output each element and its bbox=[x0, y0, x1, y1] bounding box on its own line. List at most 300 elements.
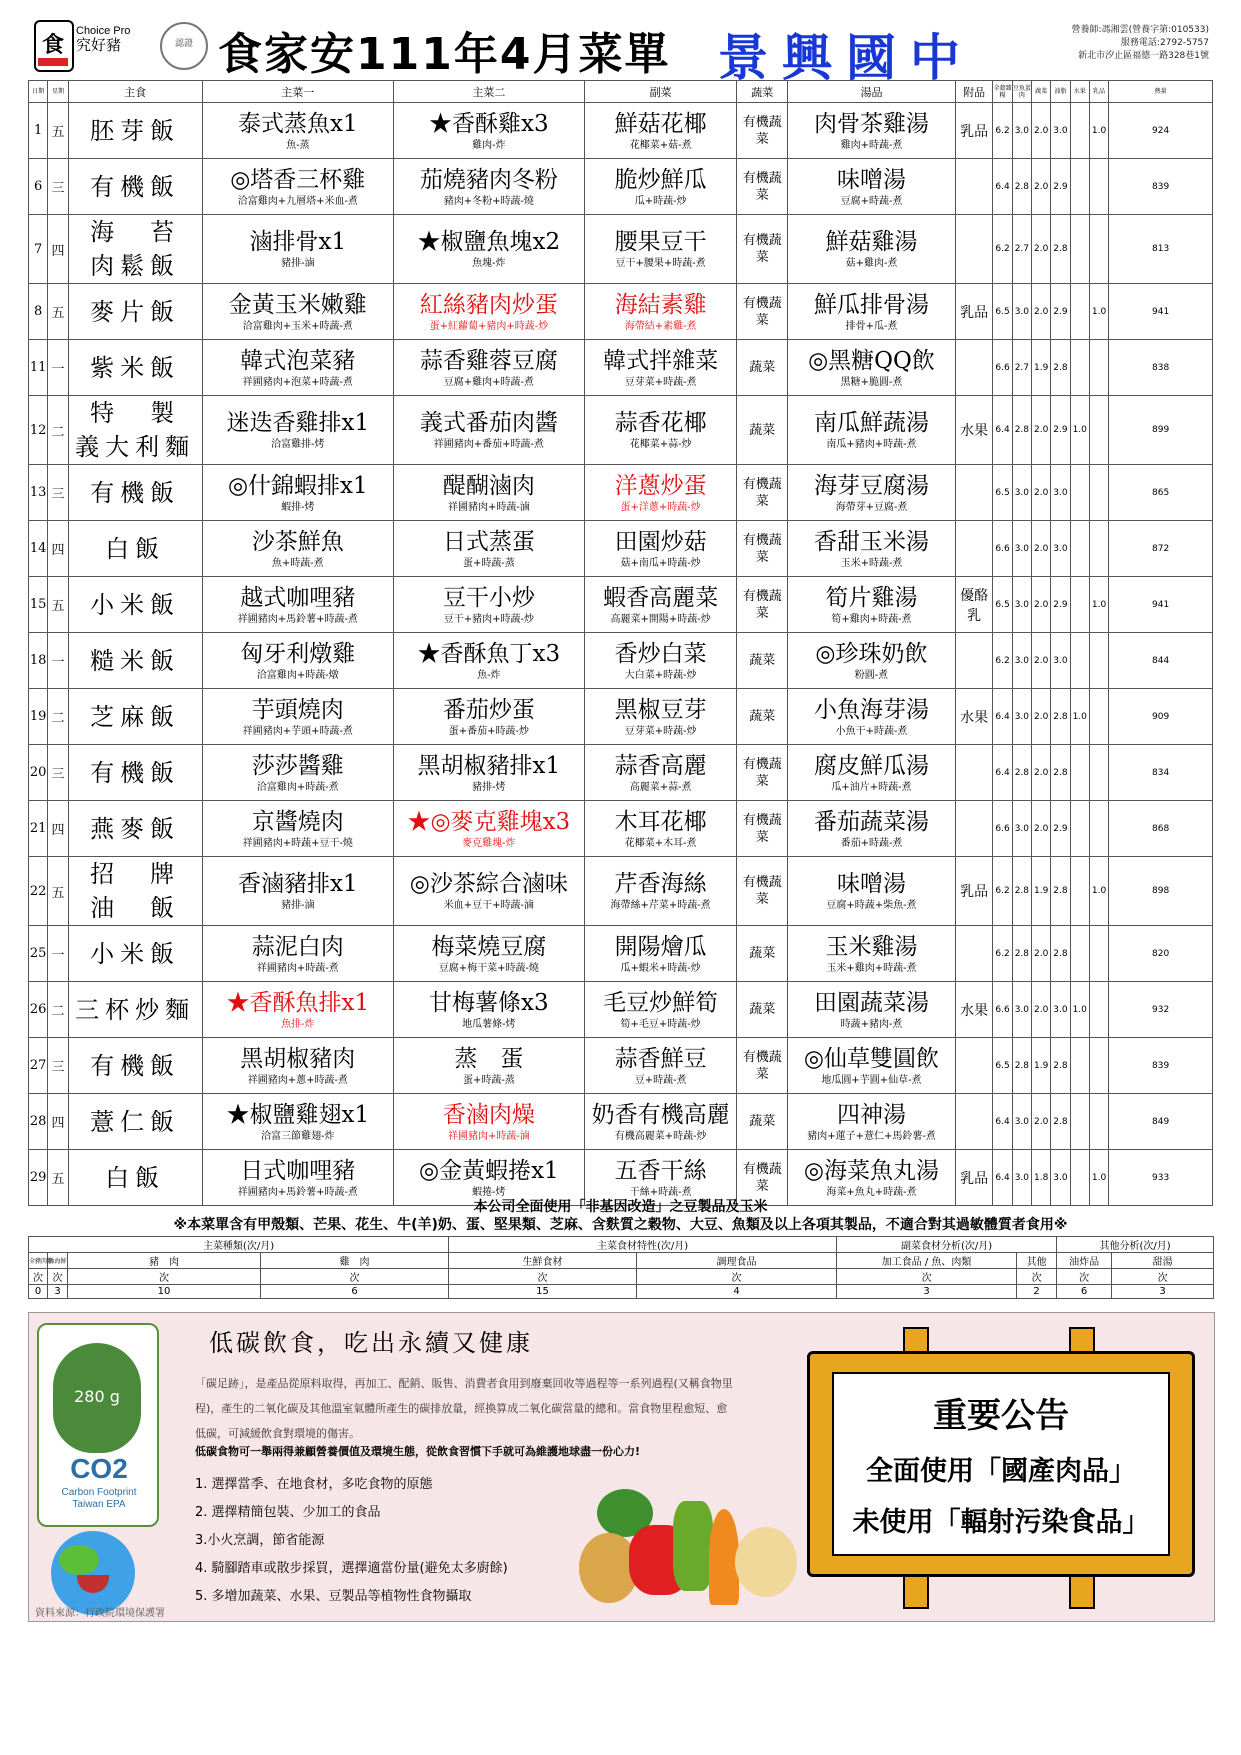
side-name: 香炒白菜 bbox=[614, 640, 707, 667]
onion-icon bbox=[735, 1527, 797, 1597]
nutrition-cell bbox=[1089, 215, 1108, 284]
stats-label-row bbox=[29, 1253, 1214, 1269]
col-staple: 主食 bbox=[68, 81, 202, 103]
stats-value-row bbox=[29, 1285, 1214, 1299]
side-cell bbox=[584, 633, 736, 689]
main1-ingredients: 祥圃豬肉+馬鈴薯+時蔬-煮 bbox=[237, 1186, 358, 1198]
side-ingredients: 花椰菜+蒜-炒 bbox=[629, 439, 692, 450]
col-nut-protein: 豆魚蛋肉 bbox=[1012, 81, 1031, 103]
main1-cell bbox=[202, 521, 393, 577]
nutrition-cell: 6.2 bbox=[993, 633, 1012, 689]
side-cell bbox=[584, 465, 736, 521]
veg-cell: 有機蔬菜 bbox=[737, 1150, 788, 1206]
notice-block bbox=[28, 1198, 1213, 1234]
main2-name: 日式蒸蛋 bbox=[442, 528, 535, 555]
nutrition-cell: 3.0 bbox=[1051, 465, 1070, 521]
main1-ingredients: 魚-蒸 bbox=[286, 139, 310, 151]
staple-cell bbox=[68, 982, 202, 1038]
day-cell: 22 bbox=[29, 857, 48, 926]
soup-ingredients: 小魚干+時蔬-煮 bbox=[835, 725, 908, 737]
gmo-notice: 本公司全面使用「非基因改造」之豆製品及玉米 bbox=[473, 1199, 768, 1215]
staple-line: 有機飯 bbox=[90, 1051, 181, 1080]
soup-name: 番茄蔬菜湯 bbox=[813, 808, 929, 835]
nutrition-cell: 3.0 bbox=[1051, 1150, 1070, 1206]
soup-ingredients: 南瓜+豬肉+時蔬-煮 bbox=[826, 439, 917, 450]
soup-cell bbox=[788, 633, 956, 689]
main1-ingredients: 洽富三節雞翅-炸 bbox=[261, 1130, 335, 1142]
brand-en: Choice Pro bbox=[76, 25, 131, 37]
weekday-cell: 四 bbox=[48, 801, 68, 857]
nutrition-cell: 868 bbox=[1109, 801, 1213, 857]
main2-cell bbox=[393, 689, 584, 745]
menu-row bbox=[29, 103, 1213, 159]
nutrition-cell: 1.0 bbox=[1070, 396, 1089, 465]
side-cell bbox=[584, 857, 736, 926]
soup-cell bbox=[788, 521, 956, 577]
main2-name: 香滷肉燥 bbox=[442, 1101, 535, 1128]
nutrition-cell: 2.8 bbox=[1051, 745, 1070, 801]
menu-row bbox=[29, 689, 1213, 745]
staple-cell bbox=[68, 926, 202, 982]
nutrition-cell bbox=[1070, 577, 1089, 633]
main2-ingredients: 豆腐+梅干菜+時蔬-燒 bbox=[438, 962, 539, 974]
phone-line: 服務電話:2792-5757 bbox=[1120, 38, 1209, 48]
staple-line: 白飯 bbox=[105, 1163, 166, 1192]
stats-unit-cell: 次 bbox=[261, 1269, 449, 1285]
soup-cell bbox=[788, 215, 956, 284]
col-nut-kcal: 熱量 bbox=[1109, 81, 1213, 103]
stats-group-main: 主菜種類(次/月) bbox=[29, 1237, 449, 1253]
extra-cell: 水果 bbox=[955, 396, 993, 465]
address-line: 新北市汐止區福德一路328巷1號 bbox=[1078, 51, 1209, 61]
extra-cell bbox=[955, 1038, 993, 1094]
staple-line: 燕麥飯 bbox=[90, 814, 181, 843]
main1-name: 芋頭燒肉 bbox=[251, 696, 344, 723]
announcement-board bbox=[807, 1327, 1197, 1607]
staple-line: 有機飯 bbox=[90, 478, 181, 507]
staple-cell bbox=[68, 801, 202, 857]
weekday-cell: 三 bbox=[48, 745, 68, 801]
col-day: 日期 bbox=[29, 81, 48, 103]
main1-ingredients: 祥圃豬肉+時蔬+豆干-燒 bbox=[242, 837, 353, 849]
co2-label: CO2 bbox=[70, 1453, 128, 1484]
main1-ingredients: 魚排-炸 bbox=[281, 1018, 315, 1030]
nutrition-cell: 2.0 bbox=[1032, 801, 1051, 857]
main2-ingredients: 祥圃豬肉+時蔬-滷 bbox=[447, 501, 530, 513]
staple-line: 三杯炒麵 bbox=[75, 995, 196, 1024]
nutrition-cell bbox=[1089, 982, 1108, 1038]
side-ingredients: 瓜+時蔬-炒 bbox=[634, 195, 687, 207]
stats-unit-cell: 次 bbox=[1017, 1269, 1057, 1285]
col-veg: 蔬菜 bbox=[737, 81, 788, 103]
main2-cell bbox=[393, 633, 584, 689]
main2-cell bbox=[393, 801, 584, 857]
nutrition-cell: 2.8 bbox=[1012, 1038, 1031, 1094]
day-cell: 27 bbox=[29, 1038, 48, 1094]
staple-cell bbox=[68, 1094, 202, 1150]
nutrition-cell: 6.4 bbox=[993, 689, 1012, 745]
soup-cell bbox=[788, 159, 956, 215]
weekday-cell: 五 bbox=[48, 103, 68, 159]
menu-row bbox=[29, 340, 1213, 396]
main2-cell bbox=[393, 284, 584, 340]
main2-cell bbox=[393, 465, 584, 521]
main1-name: ★香酥魚排x1 bbox=[226, 989, 370, 1016]
side-cell bbox=[584, 745, 736, 801]
weekday-cell: 五 bbox=[48, 577, 68, 633]
weekday-cell: 二 bbox=[48, 396, 68, 465]
soup-cell bbox=[788, 103, 956, 159]
soup-name: 田園蔬菜湯 bbox=[813, 989, 929, 1016]
nutrition-cell: 6.2 bbox=[993, 857, 1012, 926]
nutrition-cell: 820 bbox=[1109, 926, 1213, 982]
main1-cell bbox=[202, 465, 393, 521]
veg-cell: 蔬菜 bbox=[737, 396, 788, 465]
stats-value-cell: 2 bbox=[1017, 1285, 1057, 1299]
nutrition-cell bbox=[1089, 340, 1108, 396]
staple-cell bbox=[68, 215, 202, 284]
main2-ingredients: 豆腐+雞肉+時蔬-煮 bbox=[443, 376, 534, 388]
nutrition-cell: 924 bbox=[1109, 103, 1213, 159]
nutrition-cell: 2.8 bbox=[1051, 1038, 1070, 1094]
nutrition-cell: 1.0 bbox=[1089, 577, 1108, 633]
extra-cell: 乳品 bbox=[955, 857, 993, 926]
side-ingredients: 豆芽菜+時蔬-煮 bbox=[624, 376, 697, 388]
day-cell: 7 bbox=[29, 215, 48, 284]
nutrition-cell: 3.0 bbox=[1012, 521, 1031, 577]
nutrition-cell: 1.0 bbox=[1089, 857, 1108, 926]
eco-tip: 2. 選擇精簡包裝、少加工的食品 bbox=[195, 1505, 381, 1520]
main1-cell bbox=[202, 1094, 393, 1150]
nutrition-cell bbox=[1089, 1094, 1108, 1150]
side-name: 蒜香花椰 bbox=[614, 410, 707, 436]
main1-cell bbox=[202, 857, 393, 926]
main1-name: 日式咖哩豬 bbox=[240, 1157, 356, 1184]
nutrition-cell bbox=[1089, 396, 1108, 465]
nutrition-cell: 1.8 bbox=[1032, 1150, 1051, 1206]
weekday-cell: 五 bbox=[48, 857, 68, 926]
stats-group-row bbox=[29, 1237, 1214, 1253]
nutrition-cell: 3.0 bbox=[1051, 103, 1070, 159]
soup-name: 海芽豆腐湯 bbox=[813, 472, 929, 499]
nutrition-cell bbox=[1070, 857, 1089, 926]
eco-tip: 3.小火烹調，節省能源 bbox=[195, 1533, 325, 1548]
soup-cell bbox=[788, 577, 956, 633]
company-logo bbox=[34, 20, 74, 72]
main1-name: 蒜泥白肉 bbox=[251, 933, 344, 960]
side-cell bbox=[584, 396, 736, 465]
soup-ingredients: 豬肉+蓮子+薏仁+馬鈴薯-煮 bbox=[807, 1130, 936, 1142]
nutrition-cell: 2.8 bbox=[1012, 857, 1031, 926]
nutrition-cell: 3.0 bbox=[1012, 801, 1031, 857]
main1-ingredients: 洽富雞肉+玉米+時蔬-煮 bbox=[242, 320, 353, 332]
nutrition-cell: 839 bbox=[1109, 1038, 1213, 1094]
data-source: 資料來源：行政院環境保護署 bbox=[35, 1608, 165, 1619]
extra-cell bbox=[955, 159, 993, 215]
logo-bar bbox=[38, 58, 68, 66]
stats-label-processed: 調理食品 bbox=[637, 1253, 837, 1269]
veg-cell: 有機蔬菜 bbox=[737, 159, 788, 215]
staple-line: 麥片飯 bbox=[90, 297, 181, 326]
eco-tips-list bbox=[195, 1471, 508, 1611]
side-proc-text: 加工食品 bbox=[881, 1257, 922, 1268]
nutrition-cell: 3.0 bbox=[1012, 103, 1031, 159]
allergen-notice: ※本菜單含有甲殼類、芒果、花生、牛(羊)奶、蛋、堅果類、芝麻、含麩質之穀物、大豆、魚類及以上各項其製品，不適合對其過敏體質者食用※ bbox=[173, 1217, 1068, 1233]
soup-cell bbox=[788, 465, 956, 521]
col-nut-dairy: 乳品 bbox=[1089, 81, 1108, 103]
veg-cell: 有機蔬菜 bbox=[737, 577, 788, 633]
side-name: 奶香有機高麗 bbox=[591, 1101, 730, 1128]
main1-cell bbox=[202, 103, 393, 159]
main1-cell bbox=[202, 340, 393, 396]
nutrition-cell: 838 bbox=[1109, 340, 1213, 396]
day-cell: 26 bbox=[29, 982, 48, 1038]
weekday-cell: 四 bbox=[48, 521, 68, 577]
main1-ingredients: 洽富雞肉+九層塔+米血-煮 bbox=[237, 195, 358, 207]
nutrition-cell: 2.9 bbox=[1051, 801, 1070, 857]
side-name: 開陽燴瓜 bbox=[614, 933, 707, 960]
stats-unit-cell: 次 bbox=[449, 1269, 637, 1285]
soup-name: 味噌湯 bbox=[836, 166, 906, 193]
nutrition-cell bbox=[1089, 745, 1108, 801]
soup-cell bbox=[788, 340, 956, 396]
weekday-cell: 三 bbox=[48, 1038, 68, 1094]
nutrition-cell: 1.0 bbox=[1070, 689, 1089, 745]
main2-cell bbox=[393, 745, 584, 801]
logo-char: 食 bbox=[42, 32, 65, 58]
side-ingredients: 大白菜+時蔬-炒 bbox=[624, 669, 697, 681]
staple-line: 有機飯 bbox=[90, 758, 181, 787]
soup-ingredients: 地瓜圓+芋圓+仙草-煮 bbox=[821, 1074, 922, 1086]
weekday-cell: 一 bbox=[48, 926, 68, 982]
staple-cell bbox=[68, 521, 202, 577]
main1-name: 沙茶鮮魚 bbox=[251, 528, 344, 555]
extra-cell bbox=[955, 340, 993, 396]
announcement-title: 重要公告 bbox=[933, 1396, 1069, 1436]
day-cell: 20 bbox=[29, 745, 48, 801]
soup-ingredients: 豆腐+時蔬-煮 bbox=[840, 195, 903, 207]
side-ingredients: 筍+毛豆+時蔬-炒 bbox=[620, 1018, 701, 1030]
nutrition-cell: 2.9 bbox=[1051, 284, 1070, 340]
stats-label-c2: 魚海鮮 bbox=[48, 1253, 68, 1269]
menu-header bbox=[28, 18, 1213, 87]
nutrition-cell: 932 bbox=[1109, 982, 1213, 1038]
staple-cell bbox=[68, 340, 202, 396]
main1-name: 迷迭香雞排x1 bbox=[226, 410, 370, 436]
stats-label-dessert: 甜湯 bbox=[1112, 1253, 1214, 1269]
nutrition-cell: 2.0 bbox=[1032, 577, 1051, 633]
extra-cell: 水果 bbox=[955, 689, 993, 745]
day-cell: 6 bbox=[29, 159, 48, 215]
stats-label-other: 其他 bbox=[1017, 1253, 1057, 1269]
soup-name: 南瓜鮮蔬湯 bbox=[813, 410, 929, 436]
nutrition-cell: 844 bbox=[1109, 633, 1213, 689]
epa-line2: Taiwan EPA bbox=[72, 1499, 126, 1510]
menu-row bbox=[29, 926, 1213, 982]
col-nut-oil: 油脂 bbox=[1051, 81, 1070, 103]
side-name: 鮮菇花椰 bbox=[614, 110, 707, 137]
nutrition-cell: 849 bbox=[1109, 1094, 1213, 1150]
nutrition-cell: 2.7 bbox=[1012, 215, 1031, 284]
main2-cell bbox=[393, 159, 584, 215]
nutrition-cell: 6.6 bbox=[993, 982, 1012, 1038]
soup-cell bbox=[788, 396, 956, 465]
main1-cell bbox=[202, 926, 393, 982]
stats-label-pork: 豬 肉 bbox=[68, 1253, 261, 1269]
day-cell: 13 bbox=[29, 465, 48, 521]
soup-ingredients: 黑糖+脆圓-煮 bbox=[840, 376, 903, 388]
nutrition-cell bbox=[1070, 926, 1089, 982]
menu-table bbox=[28, 80, 1213, 1206]
main2-cell bbox=[393, 1038, 584, 1094]
soup-name: 味噌湯 bbox=[836, 871, 906, 897]
menu-row bbox=[29, 857, 1213, 926]
main1-ingredients: 蝦排-烤 bbox=[281, 501, 315, 513]
nutrition-cell: 6.4 bbox=[993, 1150, 1012, 1206]
main2-cell bbox=[393, 577, 584, 633]
nutrition-cell: 2.0 bbox=[1032, 982, 1051, 1038]
stats-group-other: 其他分析(次/月) bbox=[1057, 1237, 1214, 1253]
weekday-cell: 三 bbox=[48, 159, 68, 215]
side-cell bbox=[584, 982, 736, 1038]
side-name: 芹香海絲 bbox=[614, 871, 707, 897]
main1-name: 滷排骨x1 bbox=[249, 229, 347, 255]
main2-cell bbox=[393, 982, 584, 1038]
main2-ingredients: 蝦捲-烤 bbox=[472, 1186, 506, 1198]
col-nut-fruit: 水果 bbox=[1070, 81, 1089, 103]
staple-line: 芝麻飯 bbox=[90, 702, 181, 731]
stats-group-side: 副菜食材分析(次/月) bbox=[837, 1237, 1057, 1253]
nutrition-cell bbox=[1070, 215, 1089, 284]
board-panel bbox=[807, 1351, 1195, 1577]
soup-ingredients: 海帶芽+豆腐-煮 bbox=[835, 501, 908, 513]
extra-cell bbox=[955, 465, 993, 521]
main2-ingredients: 地瓜薯條-烤 bbox=[462, 1018, 516, 1030]
main2-name: 紅絲豬肉炒蛋 bbox=[419, 291, 558, 318]
day-cell: 25 bbox=[29, 926, 48, 982]
nutrition-cell: 3.0 bbox=[1012, 284, 1031, 340]
nutrition-cell: 2.0 bbox=[1032, 284, 1051, 340]
extra-cell: 水果 bbox=[955, 982, 993, 1038]
main2-ingredients: 魚塊-炸 bbox=[472, 258, 506, 269]
side-name: 田園炒菇 bbox=[614, 528, 707, 555]
nutrition-cell bbox=[1089, 1038, 1108, 1094]
nutrition-cell: 6.4 bbox=[993, 159, 1012, 215]
veg-cell: 有機蔬菜 bbox=[737, 521, 788, 577]
main2-ingredients: 豬肉+冬粉+時蔬-燒 bbox=[443, 195, 534, 207]
nutrition-cell: 2.0 bbox=[1032, 103, 1051, 159]
nutrition-cell: 2.0 bbox=[1032, 215, 1051, 284]
nutrition-cell: 1.9 bbox=[1032, 340, 1051, 396]
eco-tip: 4. 騎腳踏車或散步採買，選擇適當份量(避免太多廚餘) bbox=[195, 1561, 508, 1576]
nutrition-cell: 2.0 bbox=[1032, 159, 1051, 215]
extra-cell bbox=[955, 215, 993, 284]
side-name: 蒜香鮮豆 bbox=[614, 1045, 707, 1072]
stats-value-cell: 3 bbox=[48, 1285, 68, 1299]
main1-cell bbox=[202, 396, 393, 465]
side-ingredients: 干絲+時蔬-煮 bbox=[629, 1186, 692, 1198]
soup-ingredients: 番茄+時蔬-煮 bbox=[840, 837, 903, 849]
day-cell: 11 bbox=[29, 340, 48, 396]
nutrition-cell bbox=[1070, 284, 1089, 340]
nutrition-cell: 2.0 bbox=[1032, 465, 1051, 521]
stats-value-cell: 0 bbox=[29, 1285, 48, 1299]
menu-row bbox=[29, 465, 1213, 521]
nutrition-cell: 3.0 bbox=[1051, 633, 1070, 689]
veg-cell: 有機蔬菜 bbox=[737, 745, 788, 801]
nutrition-cell bbox=[1089, 633, 1108, 689]
menu-row bbox=[29, 982, 1213, 1038]
veg-cell: 蔬菜 bbox=[737, 982, 788, 1038]
weekday-cell: 五 bbox=[48, 284, 68, 340]
low-carbon-section bbox=[28, 1312, 1215, 1622]
stats-unit-cell: 次 bbox=[68, 1269, 261, 1285]
day-cell: 19 bbox=[29, 689, 48, 745]
main1-cell bbox=[202, 982, 393, 1038]
soup-ingredients: 玉米+雞肉+時蔬-煮 bbox=[826, 962, 917, 974]
staple-cell bbox=[68, 159, 202, 215]
main2-ingredients: 祥圃豬肉+時蔬-滷 bbox=[447, 1130, 530, 1142]
main2-ingredients: 蛋+紅蘿蔔+豬肉+時蔬-炒 bbox=[429, 320, 549, 332]
stats-label-side-proc: 加工食品 / 魚、肉類 bbox=[837, 1253, 1017, 1269]
stats-unit-cell: 次 bbox=[29, 1269, 48, 1285]
menu-row bbox=[29, 633, 1213, 689]
main1-name: 京醬燒肉 bbox=[251, 808, 344, 835]
nutrition-cell bbox=[1089, 521, 1108, 577]
staple-cell bbox=[68, 689, 202, 745]
main2-name: 番茄炒蛋 bbox=[442, 696, 535, 723]
stats-label-fresh: 生鮮食材 bbox=[449, 1253, 637, 1269]
nutrition-cell: 6.4 bbox=[993, 396, 1012, 465]
main1-name: 越式咖哩豬 bbox=[240, 584, 356, 611]
nutrition-cell: 3.0 bbox=[1051, 982, 1070, 1038]
weekday-cell: 五 bbox=[48, 1150, 68, 1206]
nutrition-cell: 941 bbox=[1109, 577, 1213, 633]
side-ingredients: 花椰菜+菇-煮 bbox=[629, 139, 692, 151]
main2-name: ★香酥雞x3 bbox=[429, 110, 549, 137]
main2-name: 黑胡椒豬排x1 bbox=[417, 752, 561, 779]
nutrition-cell bbox=[1070, 1038, 1089, 1094]
nutrition-cell: 1.0 bbox=[1089, 284, 1108, 340]
fish-meat-text: 魚、肉類 bbox=[931, 1257, 972, 1268]
soup-cell bbox=[788, 1038, 956, 1094]
smiling-earth-icon bbox=[51, 1531, 135, 1615]
side-name: 毛豆炒鮮筍 bbox=[603, 989, 719, 1016]
main2-ingredients: 蛋+番茄+時蔬-炒 bbox=[448, 725, 529, 737]
main2-name: 義式番茄肉醬 bbox=[419, 410, 558, 436]
nutrition-cell bbox=[1070, 465, 1089, 521]
main1-ingredients: 洽富雞肉+時蔬-燉 bbox=[256, 669, 339, 681]
nutrition-cell: 872 bbox=[1109, 521, 1213, 577]
stats-group-feature: 主菜食材特性(次/月) bbox=[449, 1237, 837, 1253]
weekday-cell: 三 bbox=[48, 465, 68, 521]
brand-block bbox=[76, 24, 130, 52]
staple-line: 有機飯 bbox=[90, 172, 181, 201]
staple-line: 油 飯 bbox=[90, 894, 181, 922]
nutrition-cell bbox=[1089, 159, 1108, 215]
main2-name: 蒜香雞蓉豆腐 bbox=[419, 347, 558, 374]
eco-tip: 1. 選擇當季、在地食材，多吃食物的原態 bbox=[195, 1477, 433, 1492]
eco-lead: 低碳食物可一舉兩得兼顧營養價值及環境生態，從飲食習慣下手就可為維護地球盡一份心力! bbox=[195, 1445, 641, 1458]
side-cell bbox=[584, 159, 736, 215]
nutrition-cell: 839 bbox=[1109, 159, 1213, 215]
nutrition-cell: 2.8 bbox=[1051, 340, 1070, 396]
side-cell bbox=[584, 801, 736, 857]
main2-ingredients: 豬排-烤 bbox=[472, 781, 506, 793]
menu-row bbox=[29, 1038, 1213, 1094]
nutrition-cell: 899 bbox=[1109, 396, 1213, 465]
nutrition-cell bbox=[1070, 801, 1089, 857]
